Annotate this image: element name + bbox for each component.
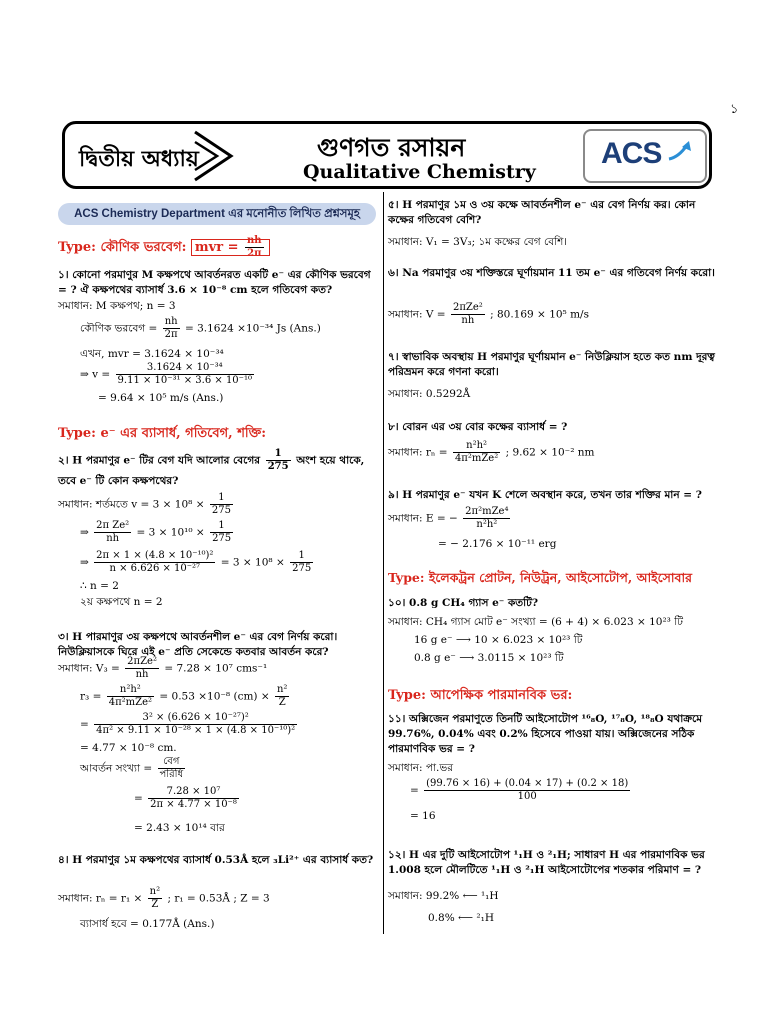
question-3: ৩। H পারমাণুর ৩য় কক্ষপথে আবর্তনশীল e⁻ এর বেগ নির্ণয় করো। নিউক্লিয়াসকে ঘিরে এই e⁻ প্রতি সেকেন্ডে কতবার আবর্তন করে?	[58, 631, 338, 658]
solution-line: = 16	[410, 810, 436, 822]
question-7: ৭। স্বাভাবিক অবস্থায় H পরমাণুর ঘূর্ণায়মান e⁻ নিউক্লিয়াস হতে কত nm দূরত্ব পরিভ্রমন করে গণনা করো।	[388, 351, 715, 378]
solution-line: সমাধান: 0.5292Å	[388, 388, 471, 400]
solution-line: = $\frac{\text{3² × (6.626 × 10⁻²⁷)²}}{\text{4π² × 9.11 × 10⁻²⁸ × 1 × (4.8 × 10⁻¹⁰)²}}$	[80, 712, 296, 736]
acs-logo	[583, 129, 707, 183]
solution-line: ⇒ v = $\frac{\text{3.1624 × 10⁻³⁴}}{\text{9.11 × 10⁻³¹ × 3.6 × 10⁻¹⁰}}$	[80, 362, 252, 386]
chapter-title-bangla: গুণগত রসায়ন	[317, 133, 466, 162]
solution-line: সমাধান: E = − 2π²mZe⁴ n²h²	[388, 506, 509, 530]
solution-line: = 2.43 × 10¹⁴ বার	[134, 822, 225, 834]
solution-line: = 9.64 × 10⁵ m/s (Ans.)	[98, 392, 224, 404]
solution-line: ব্যাসার্ধ হবে = 0.177Å (Ans.)	[80, 918, 215, 930]
chapter-title-english: Qualitative Chemistry	[303, 161, 536, 183]
solution-line: সমাধান: V₃ = 2πZe² nh = 7.28 × 10⁷ cms⁻¹	[58, 656, 268, 680]
solution-line: 0.8% ⟵ ²₁H	[428, 912, 494, 924]
solution-line: r₃ = n²h² 4π²mZe² = 0.53 ×10⁻⁸ (cm) × $\frac{\text{n²}}{Z}$	[80, 684, 288, 708]
formula-lhs: mvr =	[194, 240, 239, 255]
solution-line: ⇒ $\frac{\text{2π Ze²}}{nh}$ = 3 × 10¹⁰ × $\frac{1}{275}$	[80, 520, 232, 544]
question-2: ২। H পরমাণুর e⁻ টির বেগ যদি আলোর বেগের $\frac{1}{275}$ অংশ হয়ে থাকে,	[58, 448, 365, 472]
solution-line: সমাধান: শর্তমতে v = 3 × 10⁸ × $\frac{1}{275}$	[58, 492, 231, 516]
solution-line: সমাধান: CH₄ গ্যাস মোট e⁻ সংখ্যা = (6 + 4) × 6.023 × 10²³ টি	[388, 616, 683, 628]
chapter-header	[62, 121, 712, 189]
chapter-label: দ্বিতীয় অধ্যায়	[79, 146, 199, 172]
question-9: ৯। H পরমাণুর e⁻ যখন K শেলে অবস্থান করে, তখন তার শক্তির মান = ?	[388, 489, 702, 501]
solution-line: = $\frac{(99.76 \times 16) + (0.04 \times 17) + (0.2 \times 18)}{100}$	[410, 778, 629, 802]
solution-line: সমাধান: V₁ = 3V₃; ১ম কক্ষের বেগ বেশি।	[388, 236, 568, 248]
fraction: $\frac{nh}{2\pi}$	[247, 235, 262, 259]
solution-line: সমাধান: 99.2% ⟵ ¹₁H	[388, 890, 499, 902]
solution-line: = 4.77 × 10⁻⁸ cm.	[80, 742, 177, 754]
solution-line: সমাধান: rₙ = r₁ × $\frac{\text{n²}}{Z}$ ; r₁ = 0.53Å ; Z = 3	[58, 886, 270, 910]
question-4: ৪। H পরমাণুর ১ম কক্ষপথের ব্যাসার্ধ 0.53Å হলে ₃Li²⁺ এর ব্যাসার্ধ কত?	[58, 854, 374, 866]
question-1: ১। কোনো পরমাণুর M কক্ষপথে আবর্তনরত একটি e⁻ এর কৌণিক ভরবেগ = ? ঐ কক্ষপথের ব্যাসার্ধ 3.6 × 10⁻⁸ cm হলে গতিবেগ কত?	[58, 269, 371, 296]
question-6: ৬। Na পরমাণুর ৩য় শক্তিস্তরে ঘূর্ণায়মান 11 তম e⁻ এর গতিবেগ নির্ণয় করো।	[388, 267, 715, 279]
type-heading-radius: Type: e⁻ এর ব্যাসার্ধ, গতিবেগ, শক্তি:	[58, 426, 267, 441]
formula-box	[191, 235, 270, 259]
question-11: ১১। অক্সিজেন পরমাণুতে তিনটি আইসোটোপ ¹⁶₈O, ¹⁷₈O, ¹⁸₈O যথাক্রমে 99.76%, 0.04% এবং 0.2% হিসেবে পাওয়া যায়। অক্সিজেনের সঠিক পারমাণবিক ভর = ?	[388, 713, 703, 755]
question-12: ১২। H এর দুটি আইসোটোপ ¹₁H ও ²₁H; সাধারণ H এর পারমাণবিক ভর 1.008 হলে মৌলটিতে ¹₁H ও ²₁H আইসোটোপের শতকার পরিমাণ = ?	[388, 849, 705, 876]
solution-line: কৌণিক ভরবেগ = $\frac{nh}{2\pi}$ = 3.1624 ×10⁻³⁴ Js (Ans.)	[80, 316, 321, 340]
solution-line: সমাধান: পা.ভর	[388, 762, 453, 774]
solution-line: ২য় কক্ষপথে n = 2	[80, 596, 163, 608]
solution-line: 16 g e⁻ ⟶ 10 × 6.023 × 10²³ টি	[414, 634, 583, 646]
question-5: ৫। H পরমাণুর ১ম ও ৩য় কক্ষে আবর্তনশীল e⁻ এর বেগ নির্ণয় কর। কোন কক্ষের গতিবেগ বেশি?	[388, 199, 696, 226]
chevron-right-icon	[191, 130, 237, 182]
solution-line: ⇒ $\frac{\text{2π × 1 × (4.8 × 10⁻¹⁰)²}}{\text{n × 6.626 × 10⁻²⁷}}$ = 3 × 10⁸ × $\frac{1}{275}$	[80, 550, 312, 574]
question-2-cont: তবে e⁻ টি কোন কক্ষপথের?	[58, 475, 179, 487]
solution-line: সমাধান: M কক্ষপথ; n = 3	[58, 300, 176, 312]
solution-line: সমাধান: rₙ = n²h² 4π²mZe² ; 9.62 × 10⁻² nm	[388, 440, 595, 464]
department-banner: ACS Chemistry Department এর মনোনীত লিখিত প্রশ্নসমূহ	[58, 203, 376, 225]
type-heading-angular-momentum	[58, 235, 270, 260]
type-heading-atomic-mass: Type: আপেক্ষিক পারমানবিক ভর:	[388, 688, 573, 703]
solution-line: এখন, mvr = 3.1624 × 10⁻³⁴	[80, 348, 224, 360]
column-divider	[383, 192, 384, 934]
type-heading-isotope: Type: ইলেকট্রন প্রোটন, নিউট্রন, আইসোটোপ, আইসোবার	[388, 570, 693, 585]
solution-line: সমাধান: V = 2πZe² nh ; 80.169 × 10⁵ m/s	[388, 302, 589, 326]
arrow-up-right-icon	[667, 139, 693, 163]
logo-text: ACS	[601, 137, 662, 170]
question-8: ৮। বোরন এর ৩য় বোর কক্ষের ব্যাসার্ধ = ?	[388, 421, 568, 433]
type-heading-text: Type: কৌণিক ভরবেগ:	[58, 240, 187, 255]
solution-line: ∴ n = 2	[80, 580, 119, 592]
solution-line: = $\frac{\text{7.28 × 10⁷}}{\text{2π × 4.77 × 10⁻⁸}}$	[134, 786, 237, 810]
solution-line: আবর্তন সংখ্যা = বেগ পরিধি	[80, 756, 184, 780]
solution-line: = − 2.176 × 10⁻¹¹ erg	[438, 538, 557, 550]
question-10: ১০। 0.8 g CH₄ গ্যাস e⁻ কতটি?	[388, 597, 539, 609]
solution-line: 0.8 g e⁻ ⟶ 3.0115 × 10²³ টি	[414, 652, 564, 664]
page-number: ১	[730, 102, 739, 117]
